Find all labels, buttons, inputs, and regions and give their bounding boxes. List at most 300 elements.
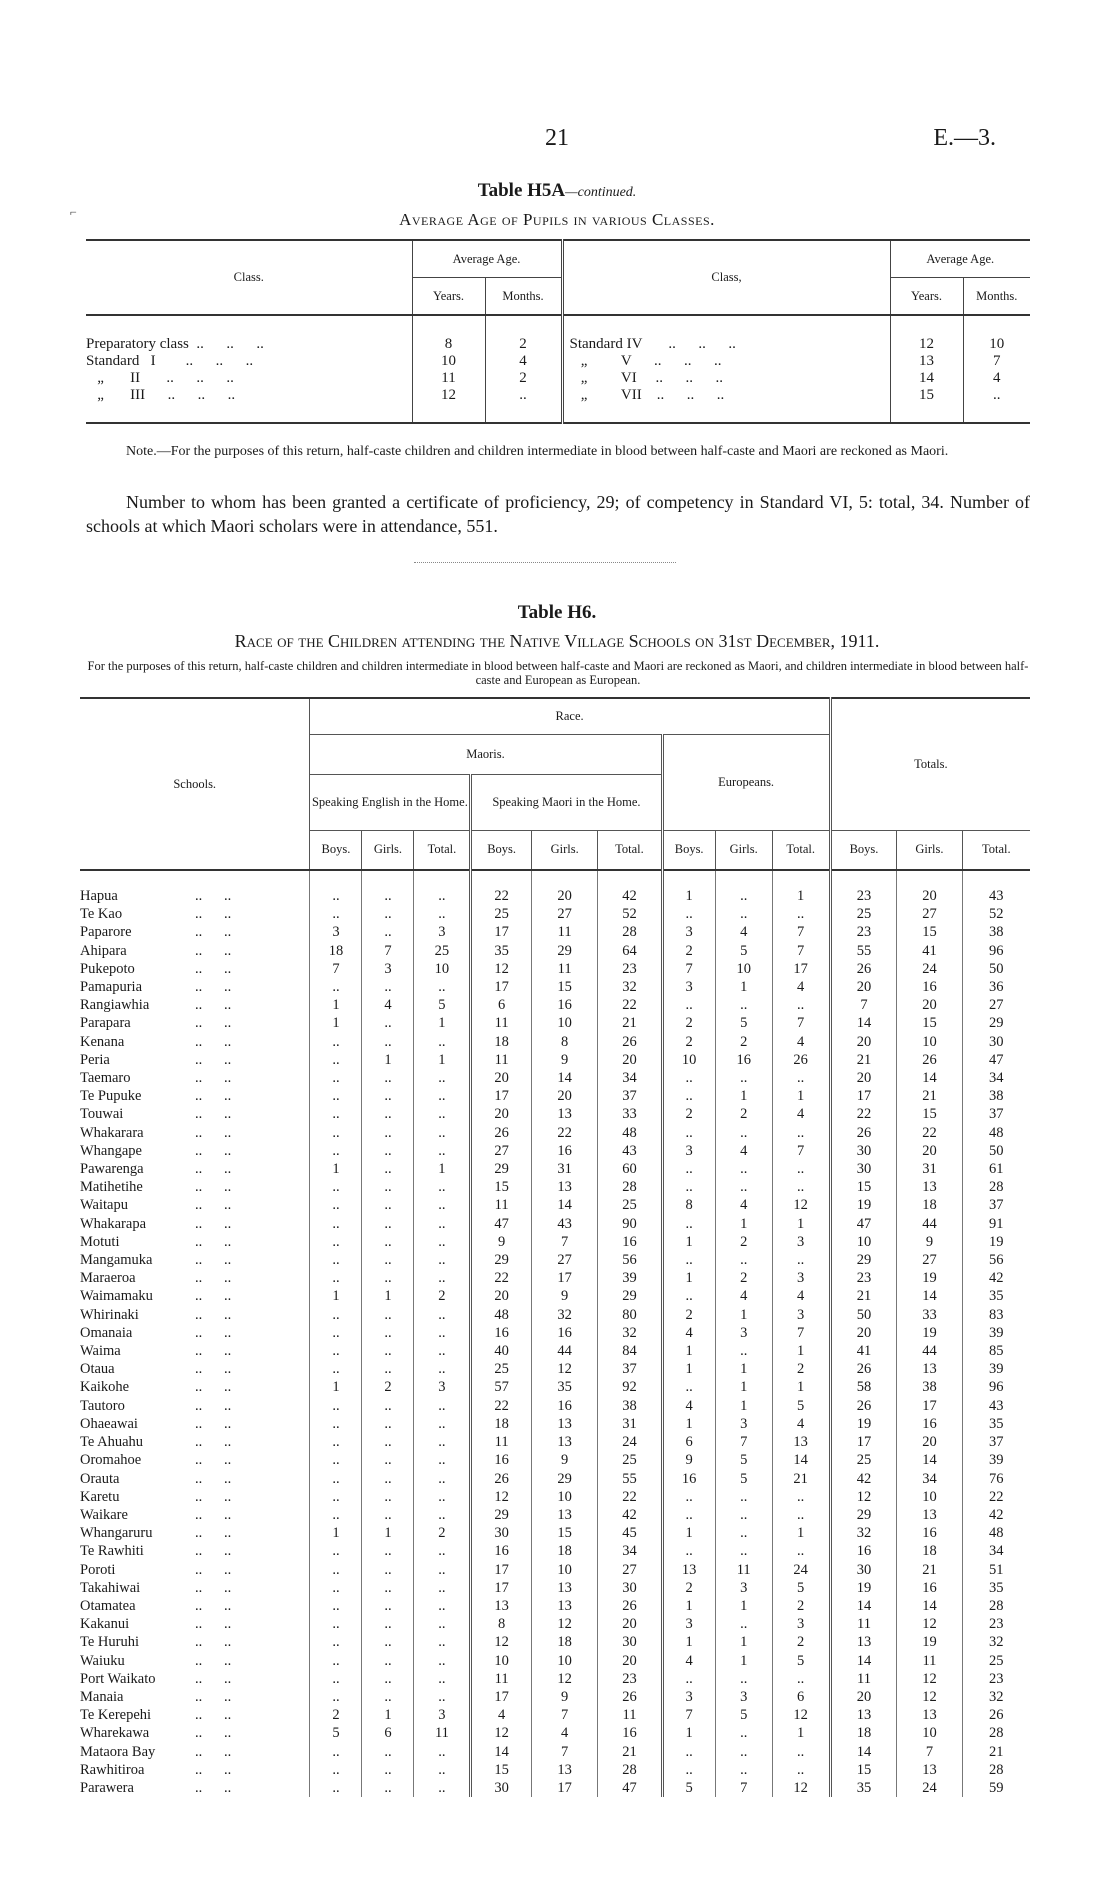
total-boys: 42 bbox=[830, 1470, 897, 1488]
total-boys: 11 bbox=[830, 1670, 897, 1688]
maori-girls: 22 bbox=[531, 1124, 598, 1142]
school-cell bbox=[80, 1488, 310, 1506]
table-row bbox=[80, 1724, 1030, 1742]
maori-girls: 44 bbox=[531, 1342, 598, 1360]
eng-boys: .. bbox=[310, 1633, 362, 1651]
euro-girls: 1 bbox=[715, 1087, 772, 1105]
school-cell bbox=[80, 1287, 310, 1305]
table-h5a-subtitle: Average Age of Pupils in various Classes. bbox=[399, 210, 715, 229]
dot-leader: .. .. bbox=[195, 1142, 232, 1159]
dot-leader: .. .. bbox=[195, 1634, 232, 1651]
euro-total: 1 bbox=[772, 1087, 830, 1105]
euro-total: .. bbox=[772, 1761, 830, 1779]
eng-girls: .. bbox=[362, 1124, 414, 1142]
total-total: 42 bbox=[962, 1269, 1030, 1287]
total-total: 35 bbox=[962, 1415, 1030, 1433]
total-boys: 16 bbox=[830, 1542, 897, 1560]
total-girls: 16 bbox=[897, 1524, 962, 1542]
total-boys: 23 bbox=[830, 1269, 897, 1287]
dot-leader: .. .. bbox=[195, 1597, 232, 1614]
euro-girls: 1 bbox=[715, 1215, 772, 1233]
school-cell bbox=[80, 1378, 310, 1396]
euro-boys: .. bbox=[662, 1069, 715, 1087]
maori-total: 45 bbox=[598, 1524, 662, 1542]
total-girls: 18 bbox=[897, 1196, 962, 1214]
eng-boys: 18 bbox=[310, 942, 362, 960]
total-total: 48 bbox=[962, 1524, 1030, 1542]
table-row bbox=[80, 1306, 1030, 1324]
school-cell bbox=[80, 1342, 310, 1360]
maori-total: 30 bbox=[598, 1633, 662, 1651]
maori-boys: 29 bbox=[471, 1251, 532, 1269]
eng-boys: .. bbox=[310, 1470, 362, 1488]
dot-leader: .. .. bbox=[195, 1179, 232, 1196]
maori-boys: 12 bbox=[471, 960, 532, 978]
maori-boys: 18 bbox=[471, 1033, 532, 1051]
euro-boys: .. bbox=[662, 996, 715, 1014]
h6-header-speaking-english: Speaking English in the Home. bbox=[310, 774, 471, 830]
total-total: 35 bbox=[962, 1287, 1030, 1305]
total-boys: 15 bbox=[830, 1178, 897, 1196]
dot-leader: .. .. bbox=[195, 1616, 232, 1633]
euro-boys: 16 bbox=[662, 1470, 715, 1488]
school-cell bbox=[80, 1724, 310, 1742]
euro-boys: 3 bbox=[662, 923, 715, 941]
school-name: Whakarapa bbox=[80, 1215, 147, 1232]
maori-total: 23 bbox=[598, 960, 662, 978]
h6-header-race: Race. bbox=[310, 698, 830, 734]
total-total: 34 bbox=[962, 1069, 1030, 1087]
eng-girls: .. bbox=[362, 1433, 414, 1451]
eng-girls: .. bbox=[362, 1251, 414, 1269]
eng-girls: .. bbox=[362, 1542, 414, 1560]
eng-girls: .. bbox=[362, 1597, 414, 1615]
euro-boys: .. bbox=[662, 1488, 715, 1506]
euro-girls: 1 bbox=[715, 1378, 772, 1396]
euro-girls: 1 bbox=[715, 1633, 772, 1651]
maori-boys: 29 bbox=[471, 1160, 532, 1178]
eng-boys: .. bbox=[310, 1542, 362, 1560]
eng-total: .. bbox=[414, 1615, 471, 1633]
total-total: 32 bbox=[962, 1633, 1030, 1651]
table-row bbox=[80, 1196, 1030, 1214]
school-cell bbox=[80, 942, 310, 960]
total-total: 26 bbox=[962, 1706, 1030, 1724]
table-row bbox=[80, 1542, 1030, 1560]
school-name: Ohaeawai bbox=[80, 1415, 138, 1432]
maori-total: 80 bbox=[598, 1306, 662, 1324]
eng-boys: 1 bbox=[310, 1378, 362, 1396]
h5a-class-cell: Standard I .. .. .. bbox=[86, 353, 254, 369]
euro-total: .. bbox=[772, 1069, 830, 1087]
euro-total: 2 bbox=[772, 1633, 830, 1651]
eng-total: .. bbox=[414, 1269, 471, 1287]
eng-boys: .. bbox=[310, 1688, 362, 1706]
total-boys: 14 bbox=[830, 1597, 897, 1615]
maori-boys: 13 bbox=[471, 1597, 532, 1615]
table-row bbox=[80, 870, 1030, 905]
maori-girls: 9 bbox=[531, 1051, 598, 1069]
maori-total: 60 bbox=[598, 1160, 662, 1178]
school-cell bbox=[80, 1433, 310, 1451]
eng-total: .. bbox=[414, 1324, 471, 1342]
total-boys: 15 bbox=[830, 1761, 897, 1779]
eng-boys: .. bbox=[310, 1415, 362, 1433]
school-cell bbox=[80, 1196, 310, 1214]
euro-boys: .. bbox=[662, 1178, 715, 1196]
eng-total: .. bbox=[414, 1142, 471, 1160]
euro-boys: 4 bbox=[662, 1397, 715, 1415]
eng-total: 25 bbox=[414, 942, 471, 960]
eng-boys: .. bbox=[310, 1087, 362, 1105]
eng-girls: .. bbox=[362, 1142, 414, 1160]
h5a-header-years-right: Years. bbox=[890, 278, 963, 316]
dot-leader: .. .. bbox=[195, 1161, 232, 1178]
school-name: Omanaia bbox=[80, 1324, 133, 1341]
maori-boys: 11 bbox=[471, 1051, 532, 1069]
eng-boys: 1 bbox=[310, 996, 362, 1014]
table-row bbox=[80, 1287, 1030, 1305]
total-total: 25 bbox=[962, 1652, 1030, 1670]
school-cell bbox=[80, 1451, 310, 1469]
eng-boys: .. bbox=[310, 1615, 362, 1633]
h6-header-boys: Boys. bbox=[662, 830, 715, 870]
maori-boys: 30 bbox=[471, 1524, 532, 1542]
eng-boys: .. bbox=[310, 1324, 362, 1342]
school-cell bbox=[80, 1652, 310, 1670]
school-cell bbox=[80, 1761, 310, 1779]
maori-girls: 11 bbox=[531, 960, 598, 978]
h5a-years-cell: 15 bbox=[890, 387, 963, 423]
total-total: 76 bbox=[962, 1470, 1030, 1488]
school-name: Kakanui bbox=[80, 1616, 130, 1633]
eng-girls: .. bbox=[362, 978, 414, 996]
h5a-row bbox=[86, 387, 1030, 423]
dot-leader: .. .. bbox=[195, 1379, 232, 1396]
table-h6-title: Table H6. bbox=[517, 602, 597, 623]
euro-total: 4 bbox=[772, 1033, 830, 1051]
school-cell bbox=[80, 1743, 310, 1761]
total-boys: 26 bbox=[830, 1360, 897, 1378]
total-total: 43 bbox=[962, 870, 1030, 905]
h5a-class-cell: „ VI .. .. .. bbox=[562, 370, 890, 387]
total-boys: 20 bbox=[830, 1324, 897, 1342]
eng-boys: .. bbox=[310, 1579, 362, 1597]
maori-girls: 7 bbox=[531, 1743, 598, 1761]
eng-girls: .. bbox=[362, 1360, 414, 1378]
eng-girls: .. bbox=[362, 1342, 414, 1360]
euro-total: 21 bbox=[772, 1470, 830, 1488]
euro-total: 1 bbox=[772, 1215, 830, 1233]
total-total: 39 bbox=[962, 1451, 1030, 1469]
school-cell bbox=[80, 1215, 310, 1233]
euro-boys: 1 bbox=[662, 1597, 715, 1615]
dot-leader: .. .. bbox=[195, 1761, 232, 1778]
h5a-months-cell: 7 bbox=[963, 353, 1030, 370]
h5a-years-cell: 12 bbox=[890, 315, 963, 353]
school-cell bbox=[80, 1233, 310, 1251]
table-row bbox=[80, 1142, 1030, 1160]
total-girls: 10 bbox=[897, 1033, 962, 1051]
table-row bbox=[80, 1779, 1030, 1797]
euro-boys: 6 bbox=[662, 1433, 715, 1451]
h5a-row bbox=[86, 353, 1030, 370]
dot-leader: .. .. bbox=[195, 1397, 232, 1414]
total-total: 28 bbox=[962, 1761, 1030, 1779]
h5a-class-cell: Preparatory class .. .. .. bbox=[86, 315, 412, 353]
maori-total: 64 bbox=[598, 942, 662, 960]
euro-girls: 4 bbox=[715, 1142, 772, 1160]
table-row bbox=[80, 1524, 1030, 1542]
table-row bbox=[80, 1215, 1030, 1233]
total-girls: 10 bbox=[897, 1724, 962, 1742]
h6-header-boys: Boys. bbox=[471, 830, 532, 870]
dot-leader: .. .. bbox=[195, 1434, 232, 1451]
table-row bbox=[80, 1233, 1030, 1251]
euro-total: .. bbox=[772, 1160, 830, 1178]
maori-boys: 22 bbox=[471, 1269, 532, 1287]
school-name: Oromahoe bbox=[80, 1452, 142, 1469]
school-name: Waikare bbox=[80, 1506, 128, 1523]
maori-girls: 8 bbox=[531, 1033, 598, 1051]
euro-boys: 3 bbox=[662, 1688, 715, 1706]
euro-girls: 4 bbox=[715, 1196, 772, 1214]
eng-total: .. bbox=[414, 1633, 471, 1651]
euro-girls: 2 bbox=[715, 1269, 772, 1287]
h5a-years-cell: 10 bbox=[412, 353, 485, 370]
table-row bbox=[80, 1761, 1030, 1779]
maori-girls: 10 bbox=[531, 1014, 598, 1032]
maori-total: 28 bbox=[598, 923, 662, 941]
maori-total: 25 bbox=[598, 1196, 662, 1214]
euro-total: 3 bbox=[772, 1233, 830, 1251]
eng-girls: .. bbox=[362, 1579, 414, 1597]
maori-boys: 57 bbox=[471, 1378, 532, 1396]
eng-girls: .. bbox=[362, 1743, 414, 1761]
eng-boys: .. bbox=[310, 1069, 362, 1087]
total-total: 34 bbox=[962, 1542, 1030, 1560]
euro-girls: .. bbox=[715, 1724, 772, 1742]
total-girls: 26 bbox=[897, 1051, 962, 1069]
school-name: Maraeroa bbox=[80, 1270, 136, 1287]
table-h6-subtitle: Race of the Children attending the Native Village Schools on 31st December, 1911. bbox=[234, 631, 880, 651]
school-cell bbox=[80, 1397, 310, 1415]
euro-girls: 1 bbox=[715, 1597, 772, 1615]
euro-boys: 1 bbox=[662, 1233, 715, 1251]
euro-girls: 11 bbox=[715, 1561, 772, 1579]
total-total: 29 bbox=[962, 1014, 1030, 1032]
maori-boys: 15 bbox=[471, 1761, 532, 1779]
school-name: Te Huruhi bbox=[80, 1634, 139, 1651]
euro-boys: 2 bbox=[662, 1306, 715, 1324]
total-boys: 30 bbox=[830, 1160, 897, 1178]
eng-girls: .. bbox=[362, 1105, 414, 1123]
school-name: Pawarenga bbox=[80, 1161, 144, 1178]
maori-girls: 10 bbox=[531, 1488, 598, 1506]
total-boys: 7 bbox=[830, 996, 897, 1014]
eng-total: .. bbox=[414, 1743, 471, 1761]
eng-girls: .. bbox=[362, 1306, 414, 1324]
school-cell bbox=[80, 923, 310, 941]
maori-total: 47 bbox=[598, 1779, 662, 1797]
maori-total: 56 bbox=[598, 1251, 662, 1269]
eng-boys: .. bbox=[310, 1652, 362, 1670]
school-name: Parawera bbox=[80, 1779, 134, 1796]
school-cell bbox=[80, 905, 310, 923]
maori-total: 29 bbox=[598, 1287, 662, 1305]
eng-total: 5 bbox=[414, 996, 471, 1014]
eng-total: .. bbox=[414, 1251, 471, 1269]
eng-girls: .. bbox=[362, 1178, 414, 1196]
school-name: Mataora Bay bbox=[80, 1743, 156, 1760]
euro-boys: 5 bbox=[662, 1779, 715, 1797]
eng-boys: .. bbox=[310, 1743, 362, 1761]
table-h6-note: For the purposes of this return, half-caste children and children intermediate in blood between half-caste and Maori are reckoned as Maori, and children intermediate in blood between half-caste and European as European. bbox=[87, 659, 1029, 687]
maori-girls: 9 bbox=[531, 1451, 598, 1469]
euro-total: .. bbox=[772, 1670, 830, 1688]
euro-girls: 3 bbox=[715, 1688, 772, 1706]
maori-boys: 9 bbox=[471, 1233, 532, 1251]
maori-total: 39 bbox=[598, 1269, 662, 1287]
euro-girls: .. bbox=[715, 1069, 772, 1087]
school-cell bbox=[80, 1269, 310, 1287]
maori-boys: 30 bbox=[471, 1779, 532, 1797]
eng-girls: .. bbox=[362, 1470, 414, 1488]
school-name: Manaia bbox=[80, 1688, 124, 1705]
total-total: 51 bbox=[962, 1561, 1030, 1579]
maori-boys: 14 bbox=[471, 1743, 532, 1761]
h6-header-speaking-maori: Speaking Maori in the Home. bbox=[471, 774, 662, 830]
eng-total: .. bbox=[414, 1470, 471, 1488]
h5a-header-class-right: Class, bbox=[562, 240, 890, 315]
maori-total: 16 bbox=[598, 1724, 662, 1742]
eng-girls: .. bbox=[362, 1561, 414, 1579]
euro-girls: 4 bbox=[715, 923, 772, 941]
table-row bbox=[80, 1269, 1030, 1287]
maori-boys: 16 bbox=[471, 1451, 532, 1469]
euro-girls: .. bbox=[715, 1124, 772, 1142]
dot-leader: .. .. bbox=[195, 1525, 232, 1542]
maori-total: 32 bbox=[598, 1324, 662, 1342]
euro-girls: 3 bbox=[715, 1324, 772, 1342]
maori-total: 28 bbox=[598, 1178, 662, 1196]
euro-total: .. bbox=[772, 1251, 830, 1269]
maori-boys: 17 bbox=[471, 1087, 532, 1105]
total-boys: 14 bbox=[830, 1014, 897, 1032]
euro-girls: 7 bbox=[715, 1779, 772, 1797]
euro-total: 1 bbox=[772, 1378, 830, 1396]
school-cell bbox=[80, 1597, 310, 1615]
total-boys: 19 bbox=[830, 1196, 897, 1214]
euro-boys: .. bbox=[662, 1215, 715, 1233]
table-h5a-title bbox=[0, 180, 1114, 202]
euro-total: 12 bbox=[772, 1706, 830, 1724]
euro-girls: .. bbox=[715, 1178, 772, 1196]
dot-leader: .. .. bbox=[195, 1106, 232, 1123]
euro-girls: .. bbox=[715, 1160, 772, 1178]
dot-leader: .. .. bbox=[195, 942, 232, 959]
maori-girls: 12 bbox=[531, 1360, 598, 1378]
school-name: Touwai bbox=[80, 1106, 124, 1123]
total-boys: 17 bbox=[830, 1087, 897, 1105]
table-row bbox=[80, 1397, 1030, 1415]
school-cell bbox=[80, 1142, 310, 1160]
table-row bbox=[80, 1324, 1030, 1342]
maori-girls: 16 bbox=[531, 1142, 598, 1160]
total-total: 23 bbox=[962, 1670, 1030, 1688]
euro-total: 3 bbox=[772, 1269, 830, 1287]
school-cell bbox=[80, 978, 310, 996]
total-girls: 20 bbox=[897, 1433, 962, 1451]
total-total: 37 bbox=[962, 1433, 1030, 1451]
school-name: Otamatea bbox=[80, 1597, 136, 1614]
school-name: Waiuku bbox=[80, 1652, 125, 1669]
total-boys: 22 bbox=[830, 1105, 897, 1123]
maori-girls: 31 bbox=[531, 1160, 598, 1178]
school-cell bbox=[80, 1014, 310, 1032]
total-girls: 13 bbox=[897, 1706, 962, 1724]
maori-boys: 11 bbox=[471, 1196, 532, 1214]
maori-total: 33 bbox=[598, 1105, 662, 1123]
eng-total: 11 bbox=[414, 1724, 471, 1742]
total-girls: 44 bbox=[897, 1342, 962, 1360]
eng-boys: .. bbox=[310, 1779, 362, 1797]
total-boys: 12 bbox=[830, 1488, 897, 1506]
school-name: Pamapuria bbox=[80, 979, 143, 996]
school-cell bbox=[80, 1415, 310, 1433]
dot-leader: .. .. bbox=[195, 1543, 232, 1560]
table-row bbox=[80, 1087, 1030, 1105]
eng-boys: .. bbox=[310, 1597, 362, 1615]
total-total: 28 bbox=[962, 1724, 1030, 1742]
table-row bbox=[80, 1433, 1030, 1451]
h5a-years-cell: 13 bbox=[890, 353, 963, 370]
maori-total: 24 bbox=[598, 1433, 662, 1451]
total-total: 56 bbox=[962, 1251, 1030, 1269]
eng-boys: .. bbox=[310, 978, 362, 996]
euro-total: .. bbox=[772, 905, 830, 923]
total-girls: 17 bbox=[897, 1397, 962, 1415]
total-girls: 19 bbox=[897, 1269, 962, 1287]
dot-leader: .. .. bbox=[195, 1579, 232, 1596]
school-name: Tautoro bbox=[80, 1397, 125, 1414]
maori-girls: 20 bbox=[531, 1087, 598, 1105]
proficiency-paragraph: Number to whom has been granted a certificate of proficiency, 29; of competency in Standard VI, 5: total, 34. Number of schools at which Maori scholars were in attendance, 551. bbox=[86, 492, 1030, 536]
euro-girls: 1 bbox=[715, 1652, 772, 1670]
total-boys: 58 bbox=[830, 1378, 897, 1396]
euro-girls: .. bbox=[715, 1761, 772, 1779]
school-name: Whangaruru bbox=[80, 1525, 153, 1542]
maori-boys: 20 bbox=[471, 1105, 532, 1123]
eng-boys: .. bbox=[310, 1488, 362, 1506]
euro-girls: 1 bbox=[715, 1306, 772, 1324]
euro-girls: 10 bbox=[715, 960, 772, 978]
h6-header-boys: Boys. bbox=[310, 830, 362, 870]
h6-header-girls: Girls. bbox=[897, 830, 962, 870]
table-h6 bbox=[80, 697, 1030, 1797]
euro-boys: 2 bbox=[662, 1579, 715, 1597]
euro-total: 6 bbox=[772, 1688, 830, 1706]
total-boys: 20 bbox=[830, 1033, 897, 1051]
euro-girls: 16 bbox=[715, 1051, 772, 1069]
eng-girls: .. bbox=[362, 870, 414, 905]
euro-total: 2 bbox=[772, 1597, 830, 1615]
maori-boys: 18 bbox=[471, 1415, 532, 1433]
total-boys: 30 bbox=[830, 1142, 897, 1160]
school-name: Poroti bbox=[80, 1561, 116, 1578]
eng-total: .. bbox=[414, 1542, 471, 1560]
total-girls: 14 bbox=[897, 1597, 962, 1615]
